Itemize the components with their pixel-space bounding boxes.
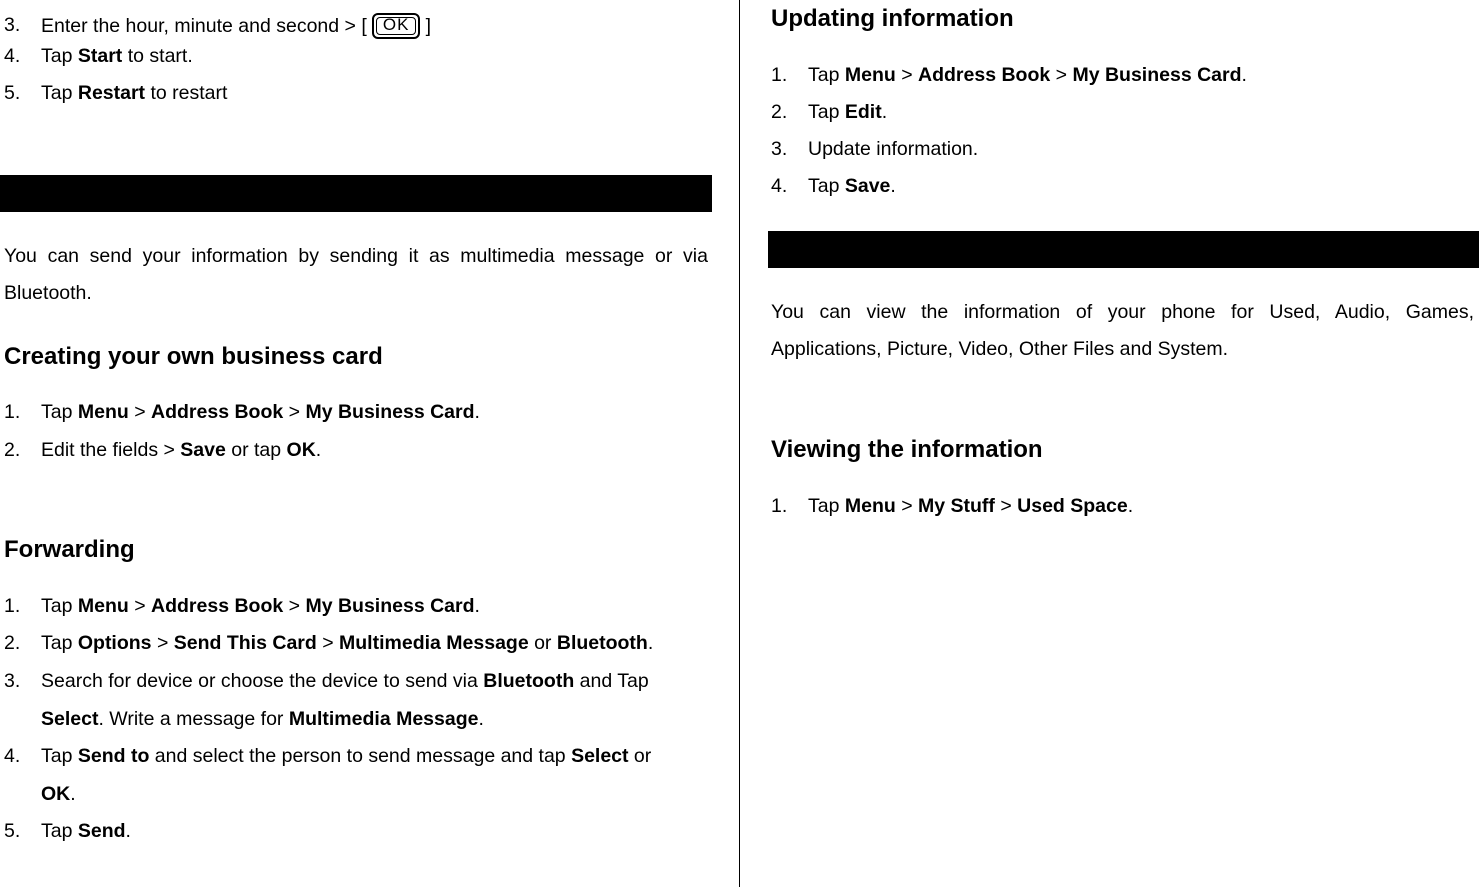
list-item-number: 3. [4, 14, 21, 36]
bold-term: Send to [77, 745, 150, 767]
text-run: > [895, 495, 919, 517]
text-run: Update information. [808, 138, 979, 160]
text-run: Tap [41, 632, 78, 654]
forwarding-heading: Forwarding [4, 536, 135, 563]
bold-term: Address Book [151, 401, 284, 423]
list-item-number: 2. [4, 632, 21, 654]
text-run: . [881, 101, 888, 123]
list-item-text [41, 669, 649, 693]
bold-term: Menu [844, 64, 896, 86]
bold-term: Edit [844, 101, 882, 123]
viewing-heading: Viewing the information [771, 436, 1043, 463]
bold-term: My Business Card [305, 595, 475, 617]
list-item-text [41, 594, 480, 618]
text-run: > [895, 64, 919, 86]
list-item-number: 5. [4, 82, 21, 104]
text-run: Tap [41, 45, 78, 67]
text-run: . Write a message for [98, 708, 289, 730]
text-run: . [647, 632, 654, 654]
list-item-text [41, 707, 484, 731]
list-item-text [41, 81, 227, 105]
bold-term: Save [180, 439, 226, 461]
list-item-number: 3. [771, 138, 788, 160]
bold-term: Bluetooth [556, 632, 648, 654]
list-item-number: 3. [4, 670, 21, 692]
bold-term: Options [77, 632, 152, 654]
text-run: Tap [41, 820, 78, 842]
creating-heading: Creating your own business card [4, 343, 383, 370]
list-item-number: 1. [771, 64, 788, 86]
ok-key-label: OK [382, 15, 410, 34]
list-item-text [808, 63, 1247, 87]
bold-term: Address Book [918, 64, 1051, 86]
text-run: and Tap [574, 670, 649, 692]
column-divider [739, 0, 740, 887]
text-run: . [474, 595, 480, 617]
bold-term: My Stuff [918, 495, 995, 517]
bold-term: Used Space [1017, 495, 1128, 517]
bold-term: Send This Card [173, 632, 317, 654]
list-item-number: 4. [4, 745, 21, 767]
text-run: or tap [225, 439, 287, 461]
text-run: . [125, 820, 131, 842]
list-item-text [41, 744, 651, 768]
list-item-text [41, 438, 321, 462]
list-item-number: 1. [771, 495, 788, 517]
text-run: and select the person to send message and tap [149, 745, 572, 767]
list-item-text [808, 137, 978, 161]
bold-term: Multimedia Message [339, 632, 529, 654]
text-run: Tap [808, 64, 845, 86]
list-item-number: 5. [4, 820, 21, 842]
text-run: > [283, 401, 306, 423]
right-column [768, 0, 1479, 887]
list-item-text [41, 819, 131, 843]
text-run: . [1127, 495, 1134, 517]
list-item-number: 2. [771, 101, 788, 123]
bold-term: Multimedia Message [288, 708, 479, 730]
list-item-number: 4. [4, 45, 21, 67]
text-run: . [70, 783, 76, 805]
bold-term: Start [77, 45, 123, 67]
text-run: Tap [808, 495, 845, 517]
updating-heading: Updating information [771, 5, 1014, 32]
list-item-number: 4. [771, 175, 788, 197]
bold-term: OK [41, 783, 71, 805]
text-run: > [1050, 64, 1073, 86]
bold-term: Restart [77, 82, 146, 104]
text-run: . [315, 439, 322, 461]
text-run: Search for device or choose the device to send via [41, 670, 484, 692]
text-run: > [128, 595, 152, 617]
list-item-text [41, 631, 653, 655]
bold-term: Select [571, 745, 629, 767]
list-item-text [41, 13, 431, 39]
bold-term: Select [41, 708, 99, 730]
text-run: or [528, 632, 557, 654]
list-item-number: 1. [4, 595, 21, 617]
send-intro-paragraph: You can send your information by sending it as multimedia message or via Bluetooth. [4, 245, 708, 304]
bold-term: Menu [844, 495, 896, 517]
list-item-text [808, 100, 887, 124]
phone-info-paragraph: You can view the information of your phone for Used, Audio, Games, Applications, Picture, Video, Other Files and System. [771, 301, 1474, 360]
text-run: Tap [808, 175, 845, 197]
ok-key-icon [372, 13, 420, 39]
bold-term: Send [77, 820, 126, 842]
text-run: . [474, 401, 480, 423]
text-run: > [128, 401, 152, 423]
list-item-text [808, 494, 1133, 518]
list-item-number: 2. [4, 439, 21, 461]
bold-term: Bluetooth [483, 670, 575, 692]
text-run: > [316, 632, 340, 654]
text-run: ] [420, 15, 432, 37]
bold-term: My Business Card [305, 401, 475, 423]
text-run: Tap [41, 82, 78, 104]
list-item-text [41, 400, 480, 424]
text-run: > [283, 595, 306, 617]
text-run: . [890, 175, 896, 197]
text-run: Tap [808, 101, 845, 123]
section-header-bar [768, 231, 1479, 268]
bold-term: Address Book [151, 595, 284, 617]
list-item-text [41, 44, 193, 68]
section-header-bar [0, 175, 712, 212]
text-run: Enter the hour, minute and second > [ [41, 15, 373, 37]
text-run: Edit the fields > [41, 439, 181, 461]
text-run: > [994, 495, 1018, 517]
text-run: Tap [41, 401, 78, 423]
text-run: or [628, 745, 652, 767]
bold-term: Menu [77, 595, 129, 617]
text-run: . [1241, 64, 1247, 86]
left-column [0, 0, 712, 887]
list-item-text [808, 174, 896, 198]
list-item-number: 1. [4, 401, 21, 423]
bold-term: Menu [77, 401, 129, 423]
bold-term: OK [286, 439, 316, 461]
text-run: . [478, 708, 484, 730]
text-run: to start. [122, 45, 193, 67]
bold-term: My Business Card [1072, 64, 1242, 86]
text-run: Tap [41, 595, 78, 617]
list-item-text [41, 782, 76, 806]
text-run: Tap [41, 745, 78, 767]
text-run: to restart [145, 82, 228, 104]
text-run: > [151, 632, 174, 654]
bold-term: Save [844, 175, 891, 197]
